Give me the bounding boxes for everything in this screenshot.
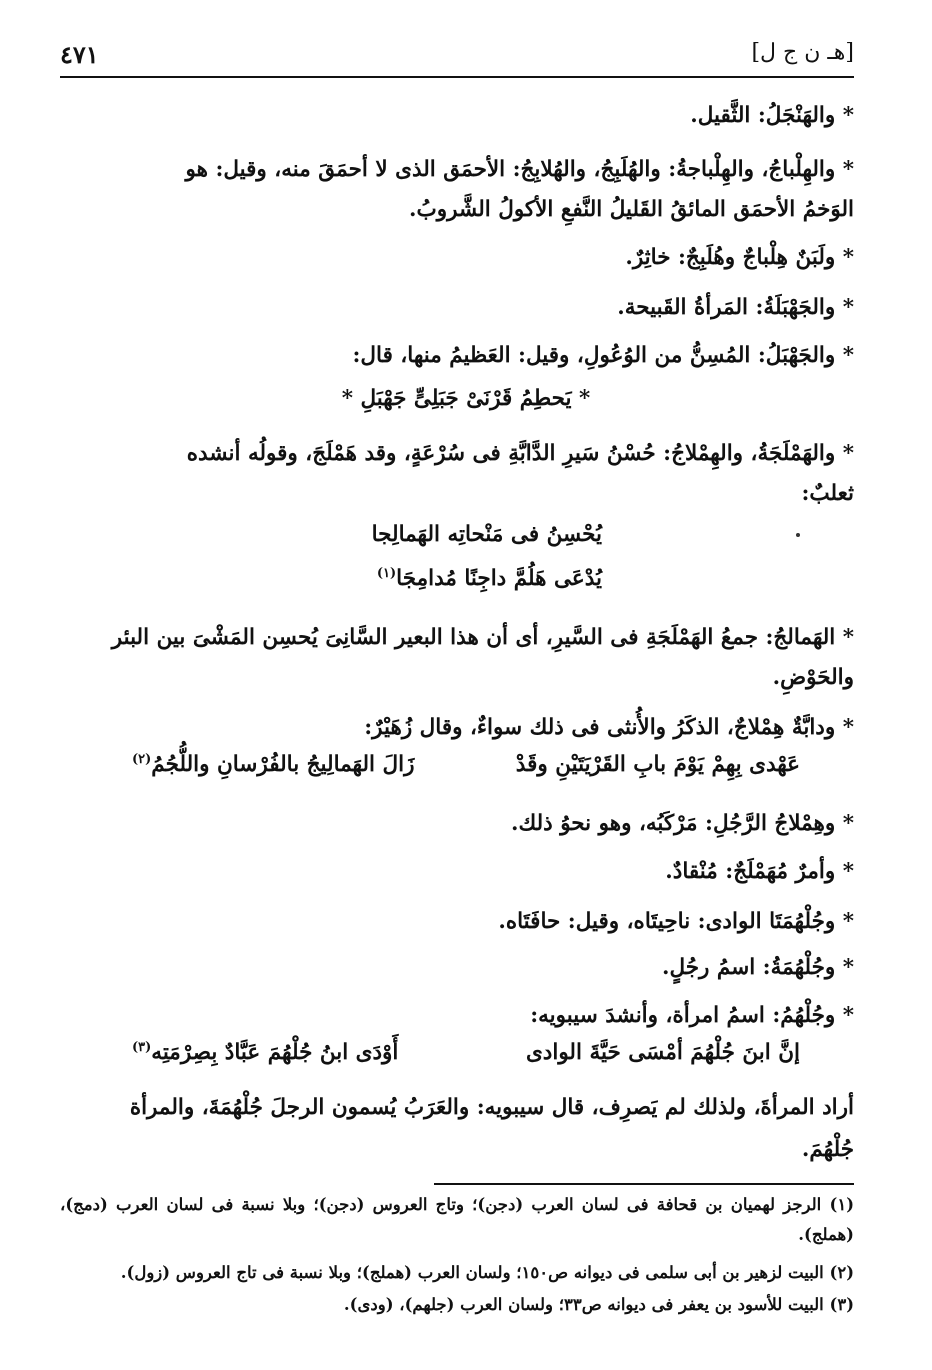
entry-line: * الهَمالجُ: جمعُ الهَمْلَجَةِ فى السَّيرِ، أى أن هذا البعير السَّانِىَ يُحسِن المَشْىَ بين البئر	[111, 625, 854, 650]
entry-line: * والهَنْجَلُ: الثَّقيل.	[690, 103, 854, 128]
footnote-ref: (٢)	[132, 752, 152, 767]
entry-line: * وجُلْهُمَةُ: اسمُ رجُلٍ.	[661, 955, 854, 980]
verse-line	[377, 566, 602, 591]
footnote: (٣) البيت للأسود بن يعفر فى ديوانه ص٣٣؛ ولسان العرب (جلهم)، (ودى).	[343, 1295, 854, 1314]
entry-line: والحَوْضِ.	[772, 665, 854, 690]
footnote-rule	[434, 1183, 854, 1185]
section-heading: [هـ ن ج ل]	[751, 40, 854, 65]
footnote-ref: (٣)	[132, 1040, 152, 1055]
entry-line: * ودابَّةٌ هِمْلاجٌ، الذكَرُ والأُنثى فى ذلك سواءٌ، وقال زُهَيْرٌ:	[364, 715, 854, 740]
entry-line: * وجُلْهُمُ: اسمُ امرأة، وأنشدَ سيبويه:	[530, 1003, 854, 1028]
page-number: ٤٧١	[60, 40, 99, 69]
verse-hemistich: إنَّ ابنَ جُلْهُمَ أمْسَى حَيَّةَ الوادى	[525, 1040, 800, 1065]
entry-line: * وهِمْلاجُ الرَّجُلِ: مَرْكَبُه، وهو نحوُ ذلك.	[510, 811, 854, 836]
verse-hemistich	[132, 752, 414, 777]
header-rule	[60, 76, 854, 78]
page-header	[60, 38, 854, 72]
entry-line: * وأمرٌ مُهَمْلَجٌ: مُنْقادٌ.	[665, 859, 854, 884]
entry-line: جُلْهُمَ.	[801, 1137, 854, 1162]
footnote-ref: (١)	[376, 566, 397, 581]
entry-line: * والهَمْلَجَةُ، والهِمْلاجُ: حُسْنُ سَيرِ الدَّابَّةِ فى سُرْعَةٍ، وقد هَمْلَجَ، وقولُه أنشده	[186, 441, 854, 466]
entry-line: ثعلبٌ:	[801, 481, 854, 506]
verse-text: زَالَ الهَمالِيجُ بالفُرْسانِ واللُّجُمُ	[151, 752, 415, 778]
verse-hemistich: عَهْدى بِهِمْ يَوْمَ بابِ القَرْيَتَيْنِ وقَدْ	[515, 752, 800, 777]
verse-text: أَوْدَى ابنُ جُلْهُمَ عَبَّادٌ بِصِرْمَتِه	[151, 1040, 399, 1066]
verse-line: * يَحطِمُ قَرْنَىْ جَبَلِىٍّ جَهْبَلِ *	[341, 386, 591, 411]
entry-line: الوَخمُ الأحمَق المائقُ القَليلُ النَّفعِ الأكولُ الشَّروبُ.	[409, 197, 854, 222]
entry-line: * وجُلْهُمَتَا الوادى: ناحِيتَاه، وقيل: حافَتَاه.	[498, 909, 854, 934]
entry-line: * والجَهْبَلُ: المُسِنُّ من الوُعُولِ، وقيل: العَظيمُ منها، قال:	[352, 343, 854, 368]
entry-line: * والهِلْباجُ، والهِلْباجةُ: والهُلَبِجُ، والهُلابِجُ: الأحمَق الذى لا أحمَقَ منه، وقيل: هو	[185, 157, 854, 182]
verse-hemistich	[132, 1040, 398, 1065]
verse-line: يُحْسِنُ فى مَنْحاتِه الهَمالِجا	[371, 522, 602, 547]
verse-text: يُدْعَى هَلُمَّ داجِنًا مُدامِجَا	[396, 566, 602, 592]
entry-line: * ولَبَنٌ هِلْباجٌ وهُلَبِجٌ: خاثِرٌ.	[625, 245, 854, 270]
entry-line: * والجَهْبَلَةُ: المَرأةُ القَبيحة.	[617, 295, 854, 320]
entry-line: أراد المرأةَ، ولذلك لم يَصرِف، قال سيبويه: والعَرَبُ يُسمون الرجلَ جُلْهُمَةَ، والمرأة	[129, 1095, 854, 1120]
footnote: (٢) البيت لزهير بن أبى سلمى فى ديوانه ص١٥٠؛ ولسان العرب (هملج)؛ وبلا نسبة فى تاج العروس (زول).	[120, 1263, 854, 1282]
stray-dot	[796, 533, 800, 537]
footnote: (١) الرجز لهميان بن قحافة فى لسان العرب (دجن)؛ وتاج العروس (دجن)؛ وبلا نسبة فى لسان العرب (دمج)، (هملج).	[60, 1195, 854, 1244]
